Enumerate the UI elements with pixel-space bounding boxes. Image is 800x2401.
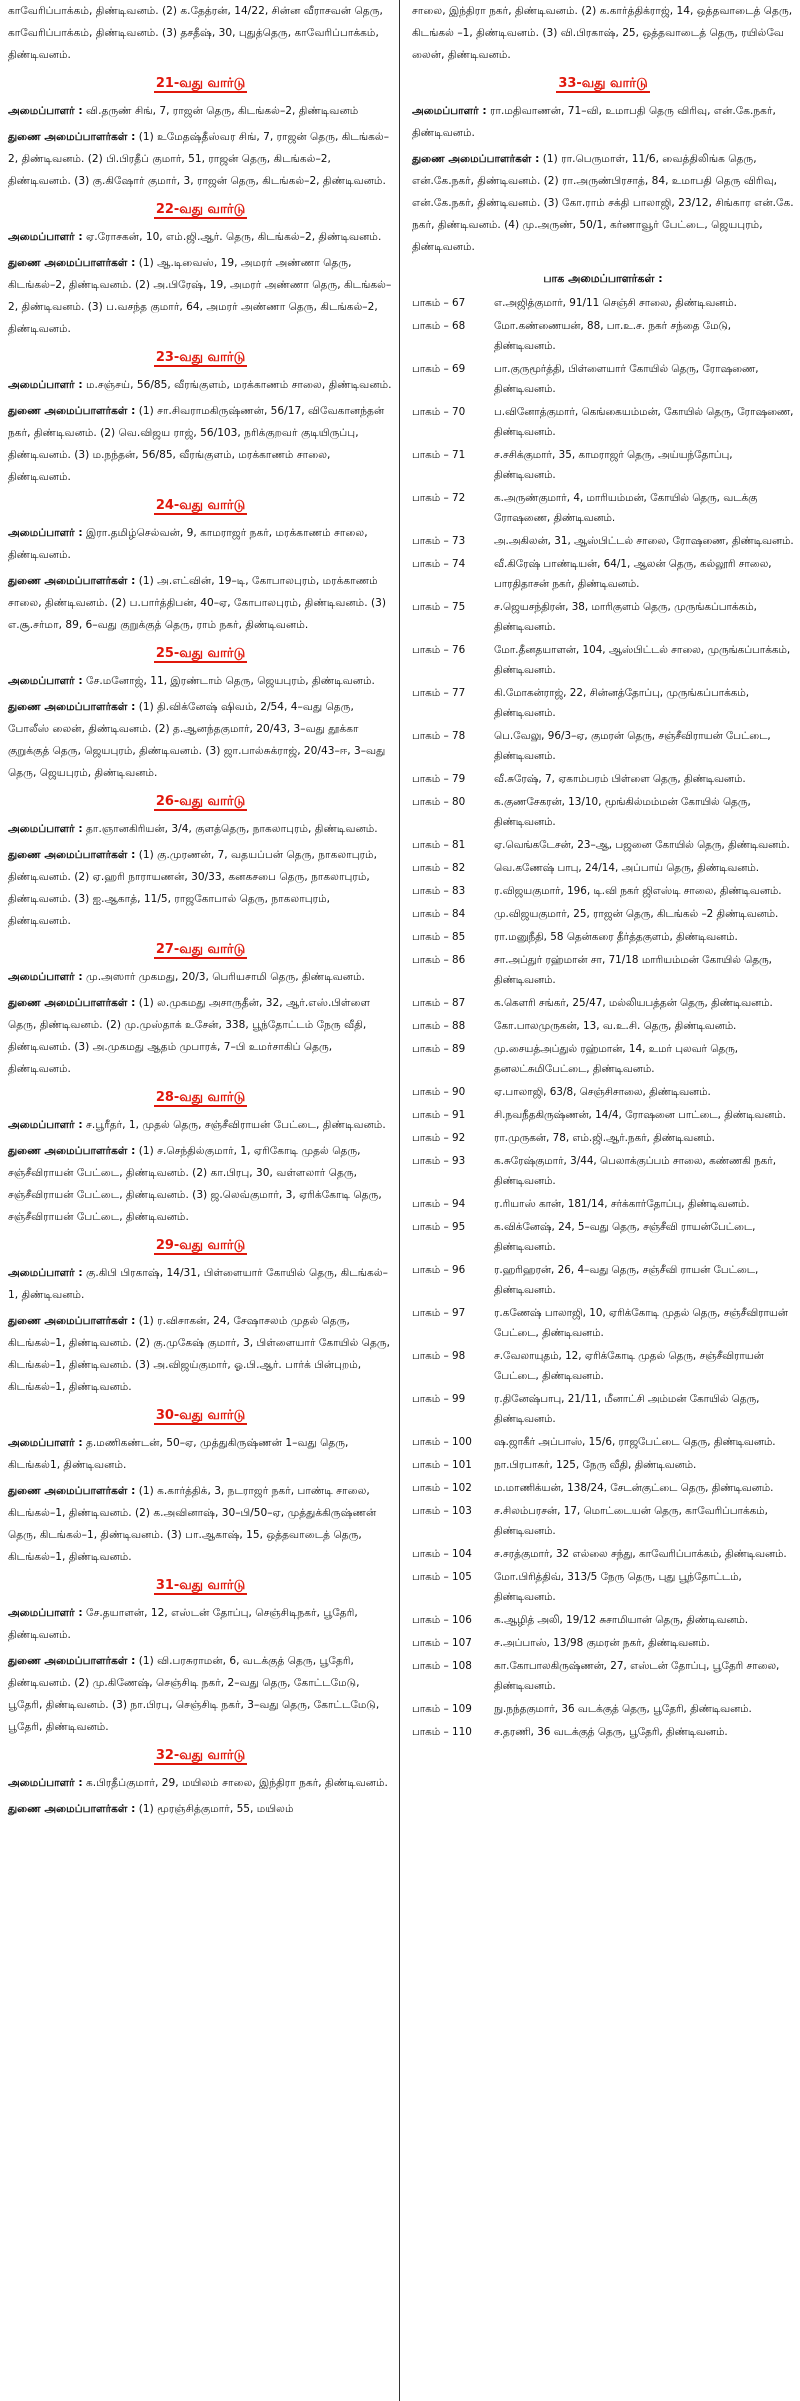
- ward-title: 26-வது வார்டு: [155, 794, 246, 809]
- booth-row: [412, 1016, 794, 1039]
- deputy-label: துணை அமைப்பாளர்கள் :: [8, 1315, 136, 1327]
- booth-organizer: நா.பிரபாகர், 125, நேரு வீதி, திண்டிவனம்.: [494, 1459, 697, 1471]
- ward-section: [8, 74, 393, 192]
- booth-organizer: க.குணசேகரன், 13/10, மூங்கில்மம்மன் கோயில் தெரு, திண்டிவனம்.: [494, 796, 751, 828]
- deputy-label: துணை அமைப்பாளர்கள் :: [8, 701, 136, 713]
- booth-organizer: அ.அகிலன், 31, ஆஸ்பிட்டல் சாலை, ரோஷணை, திண்டிவனம்.: [494, 535, 794, 547]
- booth-organizer: கோ.பாலமுருகன், 13, வ.உ.சி. தெரு, திண்டிவனம்.: [494, 1020, 737, 1032]
- ward-section: [8, 1406, 393, 1568]
- booth-number: பாகம் – 73: [412, 535, 466, 547]
- booth-organizer: மோ.பிரித்திவ், 313/5 நேரு தெரு, புது பூந்தோட்டம், திண்டிவனம்.: [494, 1571, 742, 1603]
- organizer-entry: [8, 818, 393, 840]
- organizer-text: கு.கிபி பிரகாஷ், 14/31, பிள்ளையார் கோயில் தெரு, கிடங்கல்–1, திண்டிவனம்.: [8, 1267, 388, 1301]
- booth-row: [412, 359, 794, 402]
- booth-number: பாகம் – 83: [412, 885, 466, 897]
- organizer-text: மு.அஸார் முகமது, 20/3, பெரியசாமி தெரு, திண்டிவனம்.: [86, 971, 365, 983]
- deputy-label: துணை அமைப்பாளர்கள் :: [8, 849, 136, 861]
- booth-row: [412, 316, 794, 359]
- ward-section: [8, 200, 393, 340]
- booth-number: பாகம் – 106: [412, 1614, 472, 1626]
- deputy-organizers-entry: [8, 570, 393, 636]
- ward-heading: [8, 1088, 393, 1108]
- booth-organizer: க.கௌரி சங்கர், 25/47, மல்லியபத்தன் தெரு, திண்டிவனம்.: [494, 997, 773, 1009]
- deputy-text: (1) ச.செந்தில்குமார், 1, ஏரிகோடி முதல் தெரு, சஞ்சீவிராயன் பேட்டை, திண்டிவனம். (2) கா.பிரபு, 30, வள்ளலார் தெரு, சஞ்சீவிராயன் பேட்டை, திண்டிவனம். (3) ஜ.லெவ்குமார், 3, ஏரிக்கோடி தெரு, சஞ்சீவிராயன் பேட்டை, திண்டிவனம்.: [8, 1145, 382, 1223]
- booth-row: [412, 293, 794, 316]
- ward-title: 29-வது வார்டு: [155, 1238, 246, 1253]
- booth-row: [412, 1455, 794, 1478]
- booth-organizer: ம.மாணிக்யன், 138/24, சேடன்குட்டை தெரு, திண்டிவனம்.: [494, 1482, 774, 1494]
- ward-heading: [8, 1746, 393, 1766]
- booth-number: பாகம் – 68: [412, 320, 466, 332]
- ward-title: 32-வது வார்டு: [155, 1748, 246, 1763]
- ward-section: [8, 940, 393, 1080]
- organizer-entry: [8, 1114, 393, 1136]
- booth-organizer: ச.அப்பாஸ், 13/98 குமரன் நகர், திண்டிவனம்.: [494, 1637, 710, 1649]
- booth-number: பாகம் – 99: [412, 1393, 466, 1405]
- deputy-organizers-entry: [8, 1140, 393, 1228]
- deputy-organizers-entry: [8, 696, 393, 784]
- organizer-entry: [8, 1262, 393, 1306]
- booth-organizer: ச.ஜெயசந்திரன், 38, மாரிகுளம் தெரு, முருங்கப்பாக்கம், திண்டிவனம்.: [494, 601, 757, 633]
- booth-number: பாகம் – 70: [412, 406, 466, 418]
- booth-number: பாகம் – 105: [412, 1571, 472, 1583]
- booth-row: [412, 726, 794, 769]
- ward-heading: [8, 1236, 393, 1256]
- booth-organizer: எ.அஜித்குமார், 91/11 செஞ்சி சாலை, திண்டிவனம்.: [494, 297, 737, 309]
- ward-heading: [8, 644, 393, 664]
- booth-organizer: நு.நந்தகுமார், 36 வடக்குத் தெரு, பூதேரி, திண்டிவனம்.: [494, 1703, 752, 1715]
- booth-row: [412, 1610, 794, 1633]
- ward-section: [8, 1236, 393, 1398]
- organizer-label: அமைப்பாளர் :: [412, 105, 487, 117]
- organizer-label: அமைப்பாளர் :: [8, 379, 83, 391]
- booth-row: [412, 1039, 794, 1082]
- booth-number: பாகம் – 85: [412, 931, 466, 943]
- deputy-label: துணை அமைப்பாளர்கள் :: [8, 131, 136, 143]
- booth-row: [412, 1544, 794, 1567]
- organizer-entry: [8, 100, 393, 122]
- booth-row: [412, 792, 794, 835]
- ward-section: [8, 1746, 393, 1820]
- deputy-text: (1) தி.விக்னேஷ் ஷிவம், 2/54, 4–வது தெரு, போலீஸ் லைன், திண்டிவனம். (2) த.ஆனந்தகுமார், 20/43, 3–வது தூக்கா குறுக்குத் தெரு, ஜெயபுரம், திண்டிவனம். (3) ஜா.பால்சுக்ராஜ், 20/43–ஈ, 3–வது தெரு, ஜெயபுரம், திண்டிவனம்.: [8, 701, 386, 779]
- booth-organizer: கி.மோகன்ராஜ், 22, சின்னத்தோப்பு, முருங்கப்பாக்கம், திண்டிவனம்.: [494, 687, 750, 719]
- booth-number: பாகம் – 96: [412, 1264, 466, 1276]
- booth-row: [412, 881, 794, 904]
- organizer-text: சே.மனோஜ், 11, இரண்டாம் தெரு, ஜெயபுரம், திண்டிவனம்.: [86, 675, 375, 687]
- deputy-text: (1) ஆ.டிவைஸ், 19, அமரர் அண்ணா தெரு, கிடங்கல்–2, திண்டிவனம். (2) அ.பிரேஷ், 19, அமரர் அண்ணா தெரு, கிடங்கல்–2, திண்டிவனம். (3) ப.வசந்த குமார், 64, அமரர் அண்ணா தெரு, கிடங்கல்–2, திண்டிவனம்.: [8, 257, 392, 335]
- organizer-text: சே.தயாளன், 12, எஸ்டன் தோப்பு, செஞ்சிடிநகர், பூதேரி, திண்டிவனம்.: [8, 1607, 358, 1641]
- organizer-text: த.மணிகண்டன், 50–ஏ, முத்துகிருஷ்ணன் 1–வது தெரு, கிடங்கல்1, திண்டிவனம்.: [8, 1437, 349, 1471]
- booth-row: [412, 683, 794, 726]
- booth-row: [412, 835, 794, 858]
- ward-heading: [8, 1406, 393, 1426]
- booth-organizer: வெ.கணேஷ் பாபு, 24/14, அப்பாய் தெரு, திண்டிவனம்.: [494, 862, 759, 874]
- booth-number: பாகம் – 71: [412, 449, 466, 461]
- organizer-entry: [8, 374, 393, 396]
- organizer-text: தா.ஞானகிரியன், 3/4, குளத்தெரு, நாகலாபுரம், திண்டிவனம்.: [86, 823, 378, 835]
- organizer-label: அமைப்பாளர் :: [8, 1777, 83, 1789]
- booth-number: பாகம் – 75: [412, 601, 466, 613]
- booth-organizer: பெ.வேலு, 96/3–ஏ, குமரன் தெரு, சஞ்சீவிராயன் பேட்டை, திண்டிவனம்.: [494, 730, 771, 762]
- organizer-entry: [8, 226, 393, 248]
- deputy-label: துணை அமைப்பாளர்கள் :: [8, 997, 136, 1009]
- organizer-label: அமைப்பாளர் :: [8, 105, 83, 117]
- organizer-label: அமைப்பாளர் :: [8, 1267, 83, 1279]
- booth-row: [412, 597, 794, 640]
- booth-row: [412, 1194, 794, 1217]
- booth-row: [412, 1346, 794, 1389]
- booth-organizer: க.அருண்குமார், 4, மாரியம்மன், கோயில் தெரு, வடக்கு ரோஷணை, திண்டிவனம்.: [494, 492, 758, 524]
- booth-row: [412, 1128, 794, 1151]
- booth-row: [412, 445, 794, 488]
- booth-row: [412, 858, 794, 881]
- deputy-text: (1) அ.எட்வின், 19–டி, கோபாலபுரம், மரக்காணம் சாலை, திண்டிவனம். (2) ப.பார்த்திபன், 40–ஏ, கோபாலபுரம், திண்டிவனம். (3) எ.சூ.சர்மா, 89, 6–வது குறுக்குத் தெரு, ராம் நகர், திண்டிவனம்.: [8, 575, 386, 631]
- organizer-text: ரா.மதிவாணன், 71–வி, உமாபதி தெரு விரிவு, என்.கே.நகர், திண்டிவனம்.: [412, 105, 776, 139]
- organizer-entry: [8, 966, 393, 988]
- booth-row: [412, 1656, 794, 1699]
- booth-row: [412, 1501, 794, 1544]
- deputy-label: துணை அமைப்பாளர்கள் :: [8, 1803, 136, 1815]
- booth-organizer: மு.விஜயகுமார், 25, ராஜன் தெரு, கிடங்கல் –2 திண்டிவனம்.: [494, 908, 779, 920]
- booth-organizer: ர.தினேஷ்பாபு, 21/11, மீனாட்சி அம்மன் கோயில் தெரு, திண்டிவனம்.: [494, 1393, 760, 1425]
- booth-organizer: மோ.கண்ணையன், 88, பா.உ.ச. நகர் சந்தை மேடு, திண்டிவனம்.: [494, 320, 732, 352]
- booth-organizer: ஏ.வெங்கடேசன், 23–ஆ, பஜனை கோயில் தெரு, திண்டிவனம்.: [494, 839, 790, 851]
- deputy-text: (1) மூரஞ்சித்குமார், 55, மயிலம்: [138, 1803, 294, 1815]
- deputy-label: துணை அமைப்பாளர்கள் :: [8, 1485, 136, 1497]
- booth-organizer: ர.கணேஷ் பாலாஜி, 10, ஏரிக்கோடி முதல் தெரு, சஞ்சீவிராயன் பேட்டை, திண்டிவனம்.: [494, 1307, 788, 1339]
- deputy-organizers-entry: [8, 992, 393, 1080]
- ward-heading: [8, 74, 393, 94]
- ward-section: [412, 74, 794, 258]
- booth-number: பாகம் – 93: [412, 1155, 466, 1167]
- booth-row: [412, 531, 794, 554]
- booth-row: [412, 402, 794, 445]
- booth-row: [412, 1082, 794, 1105]
- booth-number: பாகம் – 77: [412, 687, 466, 699]
- booth-number: பாகம் – 100: [412, 1436, 472, 1448]
- ward-heading: [8, 348, 393, 368]
- booth-row: [412, 1633, 794, 1656]
- organizer-entry: [8, 1772, 393, 1794]
- booth-number: பாகம் – 88: [412, 1020, 466, 1032]
- organizer-text: ம.சஞ்சய், 56/85, வீரங்குளம், மரக்காணம் சாலை, திண்டிவனம்.: [86, 379, 392, 391]
- deputy-organizers-entry: [8, 1310, 393, 1398]
- booth-number: பாகம் – 81: [412, 839, 466, 851]
- deputy-text: (1) வி.பரசுராமன், 6, வடக்குத் தெரு, பூதேரி, திண்டிவனம். (2) மு.கிணேஷ், செஞ்சிடி நகர், 2–வது தெரு, கோட்டமேடு, பூதேரி, திண்டிவனம். (3) நா.பிரபு, செஞ்சிடி நகர், 3–வது தெரு, கோட்டமேடு, பூதேரி, திண்டிவனம்.: [8, 1655, 380, 1733]
- ward-section: [8, 1576, 393, 1738]
- booth-organizer: ச.வேலாயுதம், 12, ஏரிக்கோடி முதல் தெரு, சஞ்சீவிராயன் பேட்டை, திண்டிவனம்.: [494, 1350, 764, 1382]
- booth-number: பாகம் – 84: [412, 908, 466, 920]
- booth-organizer: க.ஆழித் அலி, 19/12 சுசாமியான் தெரு, திண்டிவனம்.: [494, 1614, 749, 1626]
- booth-row: [412, 1303, 794, 1346]
- ward-title: 23-வது வார்டு: [155, 350, 246, 365]
- ward-section: [8, 792, 393, 932]
- booth-organizer: க.விக்னேஷ், 24, 5–வது தெரு, சஞ்சீவி ராயன்பேட்டை, திண்டிவனம்.: [494, 1221, 756, 1253]
- continued-text: சாலை, இந்திரா நகர், திண்டிவனம். (2) க.கார்த்திக்ராஜ், 14, ஒத்தவாடைத் தெரு, கிடங்கல் –1, திண்டிவனம். (3) வி.பிரகாஷ், 25, ஒத்தவாடைத் தெரு, ரயில்வே லைன், திண்டிவனம்.: [412, 5, 793, 61]
- ward-title: 30-வது வார்டு: [155, 1408, 246, 1423]
- ward-section: [8, 644, 393, 784]
- booth-row: [412, 950, 794, 993]
- organizer-label: அமைப்பாளர் :: [8, 1119, 83, 1131]
- booth-organizer: ஏ.பாலாஜி, 63/8, செஞ்சிசாலை, திண்டிவனம்.: [494, 1086, 711, 1098]
- booth-organizer: ச.தரணி, 36 வடக்குத் தெரு, பூதேரி, திண்டிவனம்.: [494, 1726, 728, 1738]
- booth-organizer: மோ.தீனதயாளன், 104, ஆஸ்பிட்டல் சாலை, முருங்கப்பாக்கம், திண்டிவனம்.: [494, 644, 791, 676]
- deputy-label: துணை அமைப்பாளர்கள் :: [412, 153, 540, 165]
- deputy-label: துணை அமைப்பாளர்கள் :: [8, 575, 136, 587]
- booth-row: [412, 488, 794, 531]
- booth-number: பாகம் – 108: [412, 1660, 472, 1672]
- ward-list: [8, 74, 393, 1820]
- booth-row: [412, 1389, 794, 1432]
- ward-heading: [8, 200, 393, 220]
- deputy-label: துணை அமைப்பாளர்கள் :: [8, 257, 136, 269]
- booth-number: பாகம் – 97: [412, 1307, 466, 1319]
- booth-number: பாகம் – 82: [412, 862, 466, 874]
- organizer-entry: [412, 100, 794, 144]
- organizer-text: க.பிரதீப்குமார், 29, மயிலம் சாலை, இந்திரா நகர், திண்டிவனம்.: [86, 1777, 388, 1789]
- booth-organizer: ப.வினோத்குமார், கெங்கையம்மன், கோயில் தெரு, ரோஷணை, திண்டிவனம்.: [494, 406, 794, 438]
- booth-number: பாகம் – 80: [412, 796, 466, 808]
- booth-number: பாகம் – 109: [412, 1703, 472, 1715]
- ward-title: 21-வது வார்டு: [155, 76, 246, 91]
- booth-row: [412, 1478, 794, 1501]
- booth-organizer: ச.சிலம்பரசன், 17, மொட்டையன் தெரு, காவேரிப்பாக்கம், திண்டிவனம்.: [494, 1505, 768, 1537]
- ward-section: [8, 496, 393, 636]
- booth-number: பாகம் – 89: [412, 1043, 466, 1055]
- ward-heading: [8, 940, 393, 960]
- organizer-entry: [8, 1432, 393, 1476]
- ward-title: 22-வது வார்டு: [155, 202, 246, 217]
- organizer-entry: [8, 522, 393, 566]
- booth-organizer: க.சுரேஷ்குமார், 3/44, பெலாக்குப்பம் சாலை, கண்ணகி நகர், திண்டிவனம்.: [494, 1155, 777, 1187]
- organizer-text: ச.பூரீதர், 1, முதல் தெரு, சஞ்சீவிராயன் பேட்டை, திண்டிவனம்.: [86, 1119, 386, 1131]
- booth-organizer: ர.விஜயகுமார், 196, டி.வி நகர் ஜிஎஸ்டி சாலை, திண்டிவனம்.: [494, 885, 782, 897]
- booth-row: [412, 1151, 794, 1194]
- booth-number: பாகம் – 92: [412, 1132, 466, 1144]
- booth-number: பாகம் – 78: [412, 730, 466, 742]
- booth-row: [412, 1105, 794, 1128]
- booth-number: பாகம் – 102: [412, 1482, 472, 1494]
- organizer-entry: [8, 1602, 393, 1646]
- organizer-entry: [8, 670, 393, 692]
- booth-number: பாகம் – 90: [412, 1086, 466, 1098]
- booth-number: பாகம் – 74: [412, 558, 466, 570]
- booth-row: [412, 769, 794, 792]
- ward-title: 25-வது வார்டு: [155, 646, 246, 661]
- booth-number: பாகம் – 107: [412, 1637, 472, 1649]
- booth-row: [412, 1260, 794, 1303]
- booth-row: [412, 993, 794, 1016]
- booth-row: [412, 554, 794, 597]
- deputy-text: (1) ர.விசாகன், 24, சேஷாசலம் முதல் தெரு, கிடங்கல்–1, திண்டிவனம். (2) கு.முகேஷ் குமார், 3, பிள்ளையார் கோயில் தெரு, கிடங்கல்–1, திண்டிவனம். (3) அ.விஜய்குமார், ஓ.பி.ஆர். பார்க் பின்புறம், கிடங்கல்–1, திண்டிவனம்.: [8, 1315, 391, 1393]
- deputy-organizers-entry: [8, 1650, 393, 1738]
- booth-number: பாகம் – 103: [412, 1505, 472, 1517]
- booth-organizer: ச.சரத்குமார், 32 எல்லை சந்து, காவேரிப்பாக்கம், திண்டிவனம்.: [494, 1548, 787, 1560]
- booth-organizer: மு.சையத்அப்துல் ரஹ்மான், 14, உமர் புலவர் தெரு, தனலட்சுமிபேட்டை, திண்டிவனம்.: [494, 1043, 739, 1075]
- ward-heading: [8, 496, 393, 516]
- ward-title: 31-வது வார்டு: [155, 1578, 246, 1593]
- booth-organizers-table: [412, 293, 794, 1745]
- deputy-text: (1) க.கார்த்திக், 3, நடராஜர் நகர், பாண்டி சாலை, கிடங்கல்–1, திண்டிவனம். (2) க.அவினாஷ், 30–பி/50–ஏ, முத்துக்கிருஷ்ணன் தெரு, கிடங்கல்–1, திண்டிவனம். (3) பா.ஆகாஷ், 15, ஒத்தவாடைத் தெரு, கிடங்கல்–1, திண்டிவனம்.: [8, 1485, 377, 1563]
- ward-section: [8, 348, 393, 488]
- booth-organizer: சி.நவநீதகிருஷ்ணன், 14/4, ரோஷனை பாட்டை, திண்டிவனம்.: [494, 1109, 786, 1121]
- continued-text: காவேரிப்பாக்கம், திண்டிவனம். (2) க.தேத்ரன், 14/22, சின்ன வீராசவன் தெரு, காவேரிப்பாக்கம், திண்டிவனம். (3) தசதீஷ், 30, புதுத்தெரு, காவேரிப்பாக்கம், திண்டிவனம்.: [8, 5, 383, 61]
- organizer-label: அமைப்பாளர் :: [8, 527, 83, 539]
- deputy-organizers-entry: [8, 844, 393, 932]
- booth-organizer: பா.குருமூர்த்தி, பிள்ளையார் கோயில் தெரு, ரோஷணை, திண்டிவனம்.: [494, 363, 759, 395]
- ward-title: 27-வது வார்டு: [155, 942, 246, 957]
- organizer-label: அமைப்பாளர் :: [8, 675, 83, 687]
- deputy-text: (1) சா.சிவராமகிருஷ்ணன், 56/17, விவேகானந்தன் நகர், திண்டிவனம். (2) வெ.விஜய ராஜ், 56/103, நரிக்குறவர் குடியிருப்பு, திண்டிவனம். (3) ம.நந்தன், 56/85, வீரங்குளம், மரக்காணம் சாலை, திண்டிவனம்.: [8, 405, 385, 483]
- deputy-organizers-entry: [412, 148, 794, 258]
- booth-row: [412, 1722, 794, 1745]
- organizer-label: அமைப்பாளர் :: [8, 1437, 83, 1449]
- ward-heading: [8, 792, 393, 812]
- ward-title: 28-வது வார்டு: [155, 1090, 246, 1105]
- deputy-text: (1) ரா.பெருமாள், 11/6, வைத்திலிங்க தெரு, என்.கே.நகர், திண்டிவனம். (2) ரா.அருண்பிரசாத், 84, உமாபதி தெரு விரிவு, என்.கே.நகர், திண்டிவனம். (3) கோ.ராம் சக்தி பாலாஜி, 23/12, சிங்கார என்.கே. நகர், திண்டிவனம். (4) மு.அருண், 50/1, கர்ணாவூர் பேட்டை, ஜெயபுரம், திண்டிவனம்.: [412, 153, 794, 253]
- booth-number: பாகம் – 95: [412, 1221, 466, 1233]
- booth-row: [412, 927, 794, 950]
- booth-organizer: ஷ.ஜாகீர் அப்பாஸ், 15/6, ராஜபேட்டை தெரு, திண்டிவனம்.: [494, 1436, 776, 1448]
- booth-row: [412, 1217, 794, 1260]
- booth-number: பாகம் – 79: [412, 773, 466, 785]
- ward-section: [8, 1088, 393, 1228]
- deputy-label: துணை அமைப்பாளர்கள் :: [8, 1655, 136, 1667]
- booth-organizer: சா.அப்துர் ரஹ்மான் சா, 71/18 மாரியம்மன் கோயில் தெரு, திண்டிவனம்.: [494, 954, 772, 986]
- booth-number: பாகம் – 98: [412, 1350, 466, 1362]
- deputy-organizers-entry: [8, 252, 393, 340]
- ward-heading: [412, 74, 794, 94]
- booth-number: பாகம் – 86: [412, 954, 466, 966]
- booth-organizer: வீ.சுரேஷ், 7, ஏகாம்பரம் பிள்ளை தெரு, திண்டிவனம்.: [494, 773, 746, 785]
- deputy-text: (1) கு.முரணன், 7, வதயப்பன் தெரு, நாகலாபுரம், திண்டிவனம். (2) ஏ.ஹரி நாராயணன், 30/33, கனகசபை தெரு, நாகலாபுரம், திண்டிவனம். (3) ஐ.ஆகாத், 11/5, ராஜகோபால் தெரு, நாகலாபுரம், திண்டிவனம்.: [8, 849, 377, 927]
- booth-number: பாகம் – 87: [412, 997, 466, 1009]
- organizer-label: அமைப்பாளர் :: [8, 231, 83, 243]
- booth-number: பாகம் – 94: [412, 1198, 466, 1210]
- deputy-organizers-entry: [8, 126, 393, 192]
- booth-organizers-heading: பாக அமைப்பாளர்கள் :: [543, 272, 663, 285]
- deputy-organizers-entry: [8, 1480, 393, 1568]
- booth-number: பாகம் – 72: [412, 492, 466, 504]
- deputy-organizers-entry: [8, 400, 393, 488]
- booth-row: [412, 1432, 794, 1455]
- booth-row: [412, 1567, 794, 1610]
- ward-title: 33-வது வார்டு: [558, 76, 648, 91]
- booth-number: பாகம் – 76: [412, 644, 466, 656]
- deputy-label: துணை அமைப்பாளர்கள் :: [8, 405, 136, 417]
- deputy-organizers-entry: [8, 1798, 393, 1820]
- booth-organizer: வீ.கிரேஷ் பாண்டியன், 64/1, ஆலன் தெரு, கல்லூரி சாலை, பாரதிதாசன் நகர், திண்டிவனம்.: [494, 558, 772, 590]
- booth-number: பாகம் – 101: [412, 1459, 472, 1471]
- booth-row: [412, 904, 794, 927]
- booth-number: பாகம் – 110: [412, 1726, 472, 1738]
- booth-organizer: ச.சசிக்குமார், 35, காமராஜர் தெரு, அய்யந்தோப்பு, திண்டிவனம்.: [494, 449, 733, 481]
- organizer-text: இரா.தமிழ்செல்வன், 9, காமராஜர் நகர், மரக்காணம் சாலை, திண்டிவனம்.: [8, 527, 368, 561]
- organizer-text: வி.தருண் சிங், 7, ராஜன் தெரு, கிடங்கல்–2, திண்டிவனம்: [86, 105, 359, 117]
- organizer-label: அமைப்பாளர் :: [8, 971, 83, 983]
- booth-number: பாகம் – 104: [412, 1548, 472, 1560]
- booth-number: பாகம் – 67: [412, 297, 466, 309]
- booth-number: பாகம் – 91: [412, 1109, 466, 1121]
- booth-organizer: ர.ஹரிஹரன், 26, 4–வது தெரு, சஞ்சீவி ராயன் பேட்டை, திண்டிவனம்.: [494, 1264, 759, 1296]
- right-column: [400, 0, 800, 2401]
- booth-row: [412, 640, 794, 683]
- booth-organizer: கா.கோபாலகிருஷ்ணன், 27, எஸ்டன் தோப்பு, பூதேரி சாலை, திண்டிவனம்.: [494, 1660, 780, 1692]
- deputy-text: (1) ல.முகமது அசாருதீன், 32, ஆர்.எஸ்.பிள்ளை தெரு, திண்டிவனம். (2) மு.முஸ்தாக் உசேன், 338, பூந்தோட்டம் நேரு வீதி, திண்டிவனம். (3) அ.முகமது ஆதம் முபாரக், 7–பி உமர்சாகிப் தெரு, திண்டிவனம்.: [8, 997, 371, 1075]
- deputy-label: துணை அமைப்பாளர்கள் :: [8, 1145, 136, 1157]
- booth-organizer: ரா.முருகன், 78, எம்.ஜி.ஆர்.நகர், திண்டிவனம்.: [494, 1132, 715, 1144]
- ward-title: 24-வது வார்டு: [155, 498, 246, 513]
- booth-row: [412, 1699, 794, 1722]
- deputy-text: (1) உமேதஷ்தீஸ்வர சிங், 7, ராஜன் தெரு, கிடங்கல்–2, திண்டிவனம். (2) பி.பிரதீப் குமார், 51, ராஜன் தெரு, கிடங்கல்–2, திண்டிவனம். (3) கு.கிஷோர் குமார், 3, ராஜன் தெரு, கிடங்கல்–2, திண்டிவனம்.: [8, 131, 390, 187]
- organizer-text: ஏ.ரோசகன், 10, எம்.ஜி.ஆர். தெரு, கிடங்கல்–2, திண்டிவனம்.: [86, 231, 382, 243]
- ward-heading: [8, 1576, 393, 1596]
- organizer-label: அமைப்பாளர் :: [8, 1607, 83, 1619]
- organizer-label: அமைப்பாளர் :: [8, 823, 83, 835]
- booth-number: பாகம் – 69: [412, 363, 466, 375]
- booth-organizer: ர.ரியாஸ் கான், 181/14, சர்க்கார்தோப்பு, திண்டிவனம்.: [494, 1198, 750, 1210]
- booth-organizer: ரா.மனுநீதி, 58 தென்கரை தீர்த்தகுளம், திண்டிவனம்.: [494, 931, 738, 943]
